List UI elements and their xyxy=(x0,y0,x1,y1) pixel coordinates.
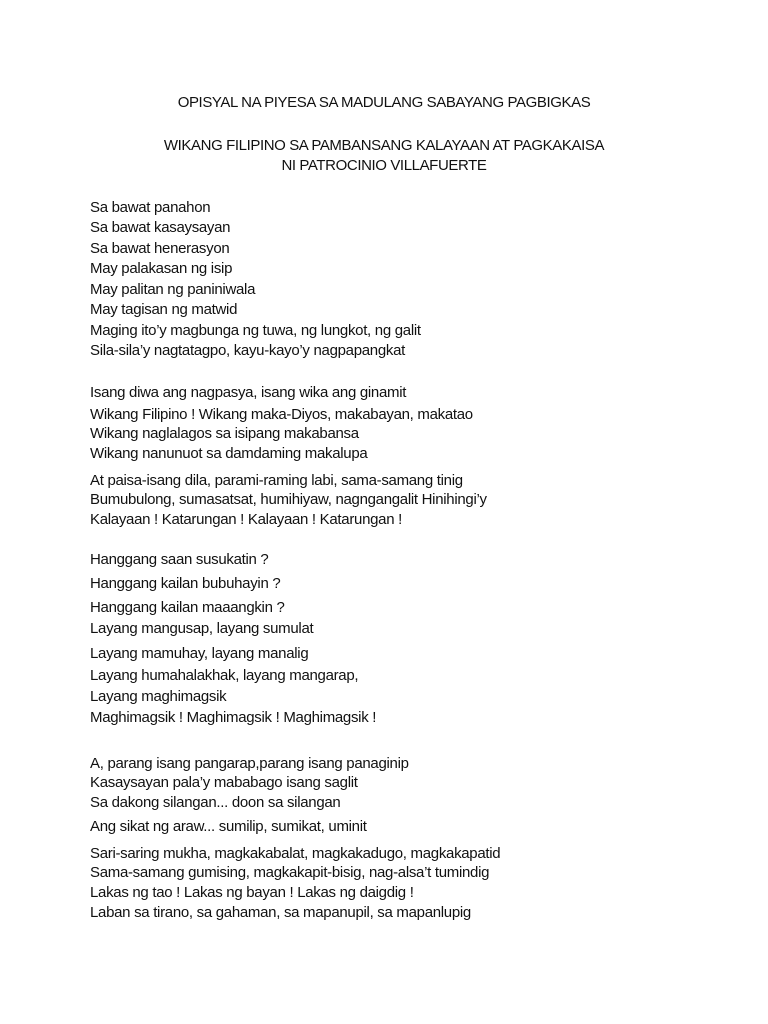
poem-line: Layang maghimagsik xyxy=(90,688,227,705)
poem-line: May palitan ng paniniwala xyxy=(90,281,256,298)
poem-line: Sa bawat kasaysayan xyxy=(90,219,231,236)
poem-author: NI PATROCINIO VILLAFUERTE xyxy=(281,157,487,174)
poem-line: Kasaysayan pala’y mababago isang saglit xyxy=(90,774,358,791)
poem-line: May tagisan ng matwid xyxy=(90,301,238,318)
poem-title: WIKANG FILIPINO SA PAMBANSANG KALAYAAN AT PAGKAKAISA xyxy=(163,137,605,154)
poem-line: Layang humahalakhak, layang mangarap, xyxy=(90,667,359,684)
poem-line: Wikang naglalagos sa isipang makabansa xyxy=(90,425,359,442)
poem-line: Sama-samang gumising, magkakapit-bisig, nag-alsa’t tumindig xyxy=(90,864,490,881)
poem-line: Lakas ng tao ! Lakas ng bayan ! Lakas ng daigdig ! xyxy=(90,884,414,901)
poem-line: Hanggang kailan maaangkin ? xyxy=(90,599,285,616)
poem-line: Bumubulong, sumasatsat, humihiyaw, nagngangalit Hinihingi’y xyxy=(90,491,487,508)
poem-line: Laban sa tirano, sa gahaman, sa mapanupil, sa mapanlupig xyxy=(90,904,471,921)
poem-line: Isang diwa ang nagpasya, isang wika ang ginamit xyxy=(90,384,407,401)
document-heading: OPISYAL NA PIYESA SA MADULANG SABAYANG PAGBIGKAS xyxy=(177,94,591,111)
poem-line: Hanggang saan susukatin ? xyxy=(90,551,269,568)
poem-line: Maging ito’y magbunga ng tuwa, ng lungkot, ng galit xyxy=(90,322,421,339)
poem-line: Sa bawat henerasyon xyxy=(90,240,230,257)
poem-line: A, parang isang pangarap,parang isang panaginip xyxy=(90,755,409,772)
poem-line: May palakasan ng isip xyxy=(90,260,233,277)
poem-line: Sa dakong silangan... doon sa silangan xyxy=(90,794,341,811)
poem-line: Sa bawat panahon xyxy=(90,199,211,216)
poem-line: Maghimagsik ! Maghimagsik ! Maghimagsik ! xyxy=(90,709,377,726)
poem-line: Layang mangusap, layang sumulat xyxy=(90,620,314,637)
poem-line: Kalayaan ! Katarungan ! Kalayaan ! Katarungan ! xyxy=(90,511,402,528)
poem-line: Sari-saring mukha, magkakabalat, magkakadugo, magkakapatid xyxy=(90,845,501,862)
poem-line: Wikang nanunuot sa damdaming makalupa xyxy=(90,445,368,462)
poem-line: Hanggang kailan bubuhayin ? xyxy=(90,575,281,592)
poem-line: Sila-sila’y nagtatagpo, kayu-kayo’y nagpapangkat xyxy=(90,342,405,359)
poem-line: At paisa-isang dila, parami-raming labi, sama-samang tinig xyxy=(90,472,463,489)
poem-line: Layang mamuhay, layang manalig xyxy=(90,645,309,662)
poem-line: Ang sikat ng araw... sumilip, sumikat, uminit xyxy=(90,818,367,835)
poem-line: Wikang Filipino ! Wikang maka-Diyos, makabayan, makatao xyxy=(90,406,473,423)
